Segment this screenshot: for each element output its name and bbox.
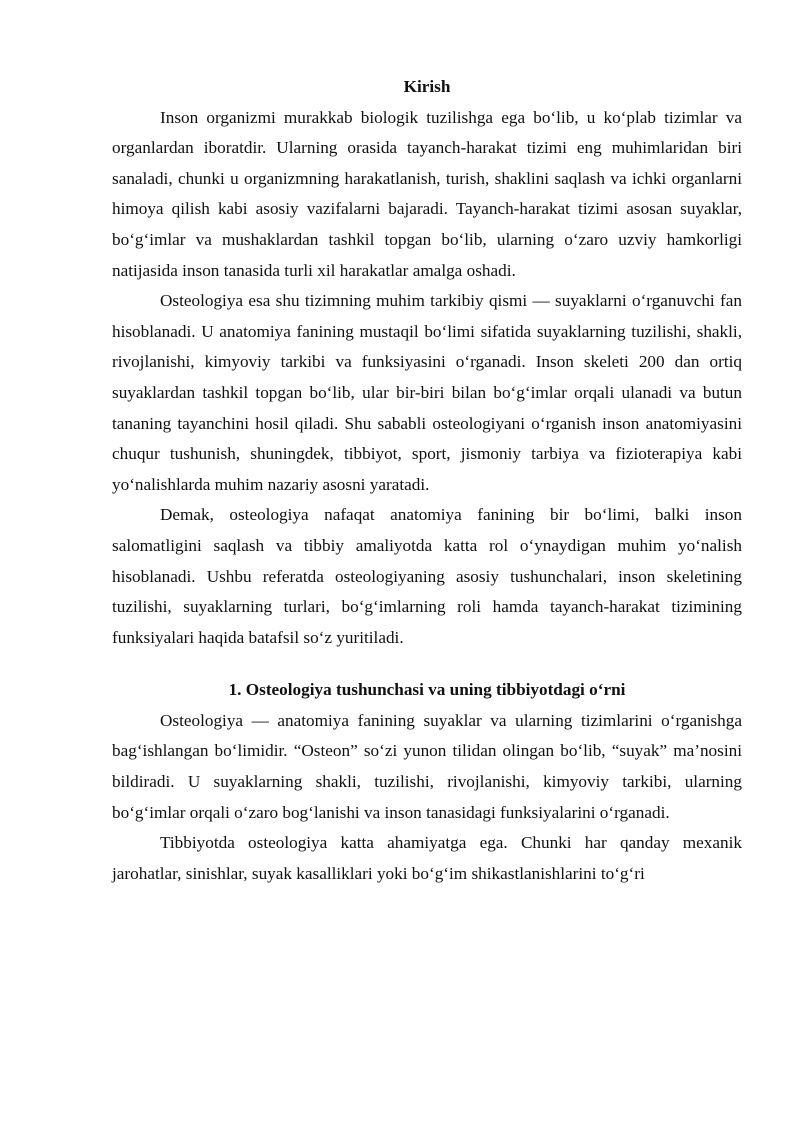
- page-title: Kirish: [403, 77, 451, 96]
- intro-paragraph-2: Osteologiya esa shu tizimning muhim tarkibiy qismi — suyaklarni o‘rganuvchi fan hisoblanadi. U anatomiya fanining mustaqil bo‘limi sifatida suyaklarning tuzilishi, shakli, rivojlanishi, kimyoviy tarkibi va funksiyasini o‘rganadi. Inson skeleti 200 dan ortiq suyaklardan tashkil topgan bo‘lib, ular bir-biri bilan bo‘g‘imlar orqali ulanadi va butun tananing tayanchini hosil qiladi. Shu sababli osteologiyani o‘rganish inson anatomiyasini chuqur tushunish, shuningdek, tibbiyot, sport, jismoniy tarbiya va fizioterapiya kabi yo‘nalishlarda muhim nazariy asosni yaratadi.: [112, 291, 742, 494]
- section-heading: 1. Osteologiya tushunchasi va uning tibbiyotdagi o‘rni: [228, 680, 626, 700]
- intro-paragraph-1: Inson organizmi murakkab biologik tuzilishga ega bo‘lib, u ko‘plab tizimlar va organlardan iboratdir. Ularning orasida tayanch-harakat tizimi eng muhimlaridan biri sanaladi, chunki u organizmning harakatlanish, turish, shaklini saqlash va ichki organlarni himoya qilish kabi asosiy vazifalarni bajaradi. Tayanch-harakat tizimi asosan suyaklar, bo‘g‘imlar va mushaklardan tashkil topgan bo‘lib, ularning o‘zaro uzviy hamkorligi natijasida inson tanasida turli xil harakatlar amalga oshadi.: [112, 107, 742, 280]
- intro-paragraph-3: Demak, osteologiya nafaqat anatomiya fanining bir bo‘limi, balki inson salomatligini saqlash va tibbiy amaliyotda katta rol o‘ynaydigan muhim yo‘nalish hisoblanadi. Ushbu referatda osteologiyaning asosiy tushunchalari, inson skeletining tuzilishi, suyaklarning turlari, bo‘g‘imlarning roli hamda tayanch-harakat tizimining funksiyalari haqida batafsil so‘z yuritiladi.: [112, 505, 742, 647]
- section-paragraph-1: Osteologiya — anatomiya fanining suyaklar va ularning tizimlarini o‘rganishga bag‘ishlangan bo‘limidir. “Osteon” so‘zi yunon tilidan olingan bo‘lib, “suyak” ma’nosini bildiradi. U suyaklarning shakli, tuzilishi, rivojlanishi, kimyoviy tarkibi, ularning bo‘g‘imlar orqali o‘zaro bog‘lanishi va inson tanasidagi funksiyalarini o‘rganadi.: [112, 710, 742, 822]
- section-paragraph-2: Tibbiyotda osteologiya katta ahamiyatga ega. Chunki har qanday mexanik jarohatlar, sinishlar, suyak kasalliklari yoki bo‘g‘im shikastlanishlarini to‘g‘ri: [112, 833, 742, 883]
